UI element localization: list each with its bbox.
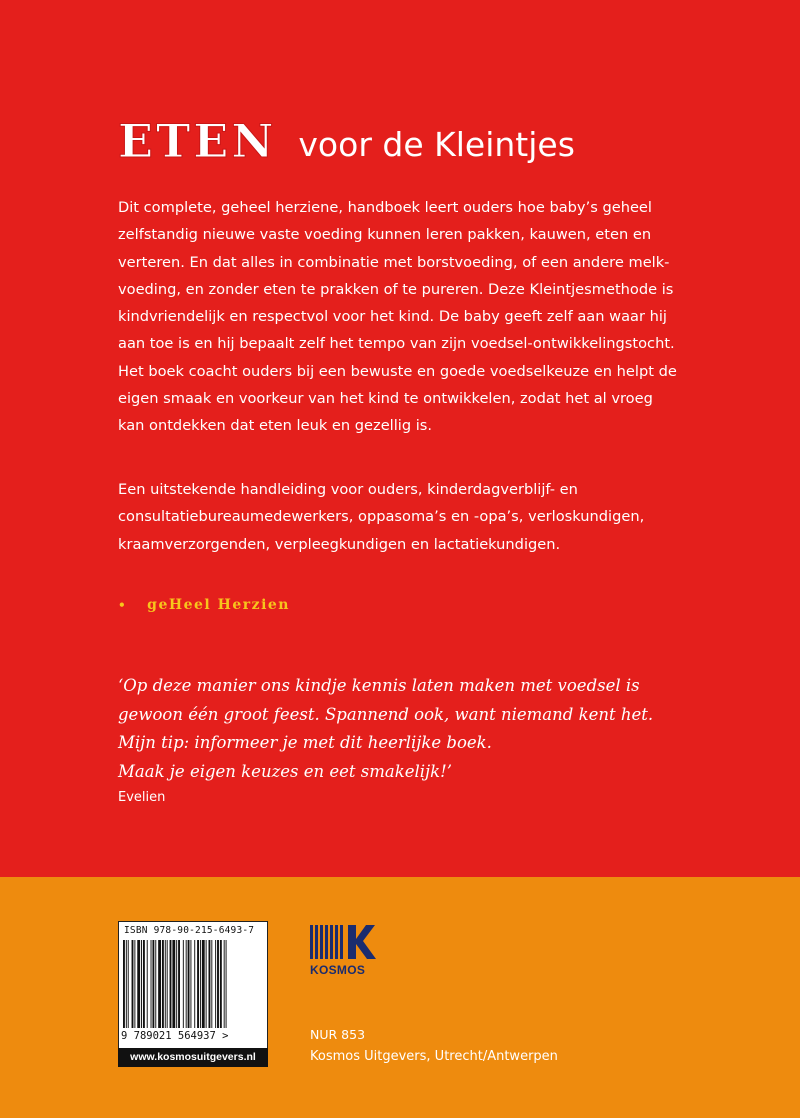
kosmos-logo-name: KOSMOS xyxy=(310,963,366,977)
barcode-digits: 9 789021 564937 > xyxy=(121,1030,229,1042)
kosmos-logo-icon xyxy=(310,925,376,963)
description-paragraph-2 xyxy=(118,476,658,558)
text-line: verteren. En dat alles in combinatie met borstvoeding, of een andere melk- xyxy=(118,253,670,271)
quote-line: gewoon één groot feest. Spannend ook, want niemand kent het. xyxy=(118,704,654,724)
text-line: eigen smaak en voorkeur van het kind te ontwikkelen, zodat het al vroeg xyxy=(118,390,653,408)
text-line: aan toe is en hij bepaalt zelf het tempo van zijn voedsel-ontwikkelingstocht. xyxy=(118,335,675,353)
testimonial-quote xyxy=(118,672,653,786)
publisher-imprint: Kosmos Uitgevers, Utrecht/Antwerpen xyxy=(310,1049,558,1064)
publisher-website: www.kosmosuitgevers.nl xyxy=(118,1048,268,1067)
title-subtitle: voor de Kleintjes xyxy=(298,125,575,164)
nur-code: NUR 853 xyxy=(310,1027,366,1042)
quote-line: Mijn tip: informeer je met dit heerlijke boek. xyxy=(118,733,492,752)
text-line: consultatiebureaumedewerkers, oppasoma’s en -opa’s, verloskundigen, xyxy=(118,508,645,526)
highlight-text: geHeel Herzien xyxy=(147,597,290,613)
barcode-bars-icon xyxy=(123,940,263,1028)
bullet-icon: • xyxy=(118,598,128,612)
highlight-bullet-item xyxy=(118,597,290,613)
quote-line: Maak je eigen keuzes en eet smakelijk!’ xyxy=(118,761,453,781)
quote-author: Evelien xyxy=(118,790,166,805)
text-line: kraamverzorgenden, verpleegkundigen en lactatiekundigen. xyxy=(118,535,561,553)
text-line: voeding, en zonder eten te prakken of te pureren. Deze Kleintjesmethode is xyxy=(118,280,674,298)
text-line: Een uitstekende handleiding voor ouders, kinderdagverblijf- en xyxy=(118,481,578,498)
text-line: kindvriendelijk en respectvol voor het kind. De baby geeft zelf aan waar hij xyxy=(118,308,667,326)
book-title xyxy=(118,104,575,168)
text-line: zelfstandig nieuwe vaste voeding kunnen leren pakken, kauwen, eten en xyxy=(118,226,652,244)
title-main: ETEN xyxy=(118,114,277,168)
isbn-text: ISBN 978-90-215-6493-7 xyxy=(124,925,255,936)
quote-line: ‘Op deze manier ons kindje kennis laten maken met voedsel is xyxy=(118,676,640,695)
text-line: kan ontdekken dat eten leuk en gezellig is. xyxy=(118,417,433,435)
text-line: Het boek coacht ouders bij een bewuste en goede voedselkeuze en helpt de xyxy=(118,362,677,380)
text-line: Dit complete, geheel herziene, handboek leert ouders hoe baby’s geheel xyxy=(118,199,652,216)
isbn-barcode xyxy=(118,921,268,1050)
description-paragraph-1 xyxy=(118,194,677,440)
